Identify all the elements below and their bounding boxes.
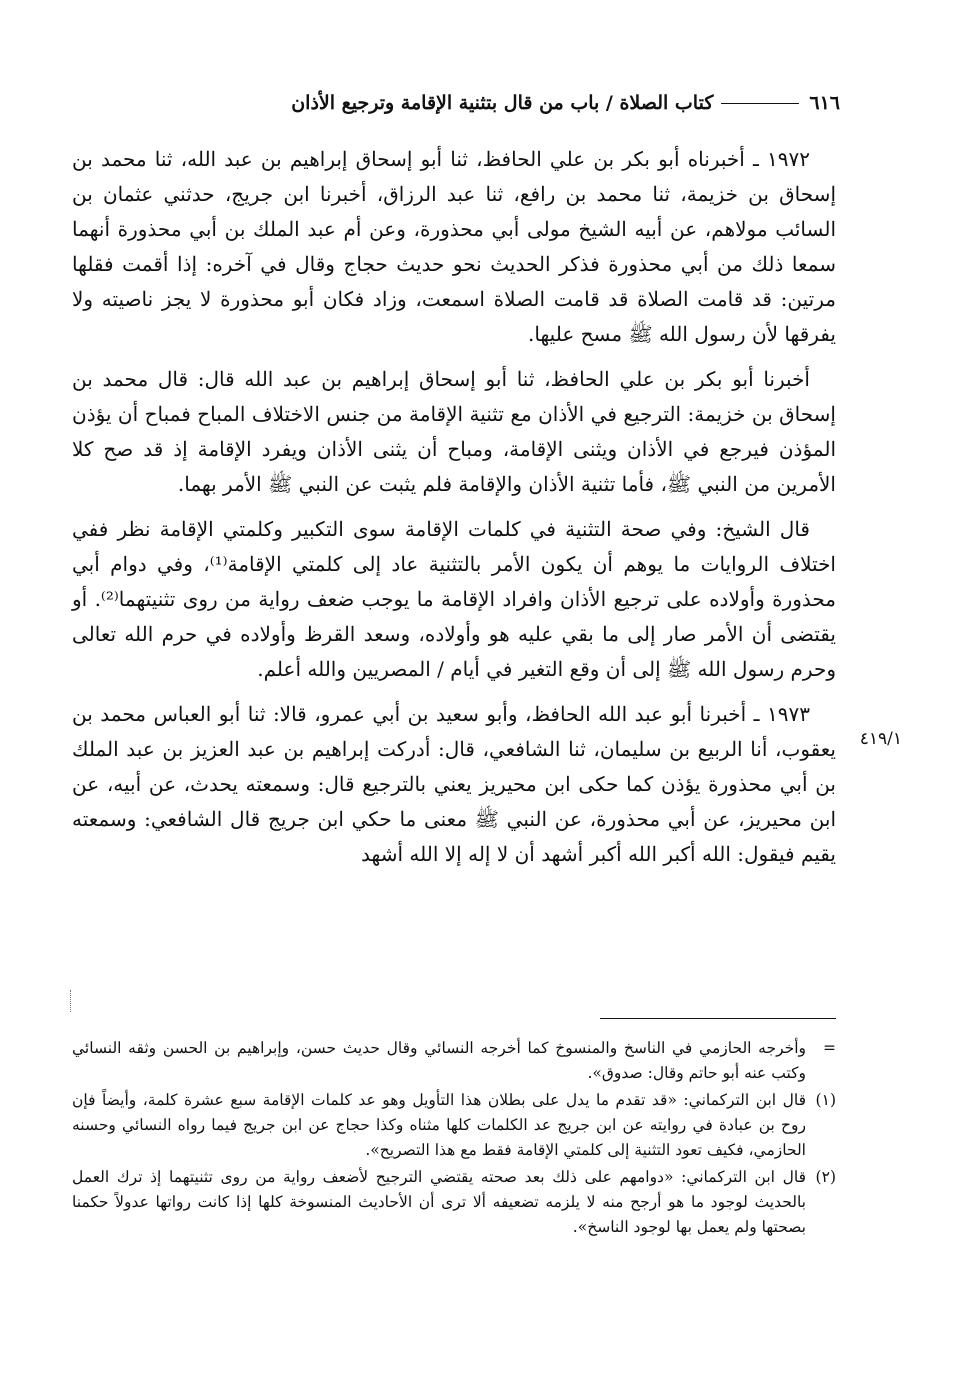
header-title: كتاب الصلاة / باب من قال بتثنية الإقامة وترجيع الأذان [291, 92, 714, 114]
footnote-separator [600, 1018, 836, 1019]
footnote-marker: (١) [815, 1091, 836, 1109]
margin-tick-mark [70, 990, 74, 1012]
footnote-text: قال ابن التركماني: «قد تقدم ما يدل على بطلان هذا التأويل وهو عد كلمات الإقامة سبع عشرة كلمة، وأيضاً فإن روح بن عبادة في روايته عن ابن جريج عد الكلمات كلها مثناه وكذا حجاج عن ابن جريج فيما رواه النسائي وحسنه الحازمي، فكيف تعود التثنية إلى كلمتي الإقامة فقط مع هذا التصريح». [72, 1091, 806, 1159]
footnote-2 [72, 1165, 836, 1240]
footnote-marker: = [823, 1039, 836, 1057]
volume-page-margin-note: ٤١٩/١ [859, 729, 902, 749]
main-text [72, 142, 836, 882]
hadith-1973-paragraph: ١٩٧٣ ـ أخبرنا أبو عبد الله الحافظ، وأبو سعيد بن أبي عمرو، قالا: ثنا أبو العباس محمد بن يعقوب، أنا الربيع بن سليمان، ثنا الشافعي، قال: أدركت إبراهيم بن عبد العزيز بن عبد الملك بن أبي محذورة يؤذن كما حكى ابن محيريز يعني بالترجيع قال: وسمعته يحدث، عن أبيه، عن ابن محيريز، عن أبي محذورة، عن النبي ﷺ معنى ما حكي ابن جريج قال الشافعي: وسمعته يقيم فيقول: الله أكبر الله أكبر أشهد أن لا إله إلا الله أشهد [72, 702, 837, 866]
footnotes [72, 1036, 836, 1242]
ibn-khuzaymah-paragraph: أخبرنا أبو بكر بن علي الحافظ، ثنا أبو إسحاق إبراهيم بن عبد الله قال: قال محمد بن إسحاق بن خزيمة: الترجيع في الأذان مع تثنية الإقامة من جنس الاختلاف المباح فمباح أن يؤذن المؤذن فيرجع في الأذان ويثنى الإقامة، ومباح أن يثنى الأذان ويفرد الإقامة إذ قد صح كلا الأمرين من النبي ﷺ، فأما تثنية الأذان والإقامة فلم يثبت عن النبي ﷺ الأمر بهما. [72, 367, 836, 496]
footnote-1 [72, 1088, 836, 1163]
footnote-text: قال ابن التركماني: «دوامهم على ذلك بعد صحته يقتضي الترجيح لأضعف رواية من روى تثنيتهما إذ ترك العمل بالحديث لوجود ما هو أرجح منه لا يلزمه تضعيفه ألا ترى أن الأحاديث المنسوخة كلها إذا كانت رواتها عدولاً حكمنا بصحتها ولم يعمل بها لوجود الناسخ». [72, 1168, 806, 1236]
running-header [64, 86, 840, 120]
footnote-text: وأخرجه الحازمي في الناسخ والمنسوخ كما أخرجه النسائي وقال حديث حسن، وإبراهيم بن الحسن وثقه النسائي وكتب عنه أبو حاتم وقال: صدوق». [72, 1039, 806, 1082]
hadith-1972-paragraph: ١٩٧٢ ـ أخبرناه أبو بكر بن علي الحافظ، ثنا أبو إسحاق إبراهيم بن عبد الله، ثنا محمد بن إسحاق بن خزيمة، ثنا محمد بن رافع، ثنا عبد الرزاق، أخبرنا ابن جريج، حدثني عثمان بن السائب مولاهم، عن أبيه الشيخ مولى أبي محذورة، وعن أم عبد الملك بن أبي محذورة أنهما سمعا ذلك من أبي محذورة فذكر الحديث نحو حديث حجاج وقال في آخره: إذا أقمت فقلها مرتين: قد قامت الصلاة قد قامت الصلاة اسمعت، وزاد فكان أبو محذورة لا يجز ناصيته ولا يفرقها لأن رسول الله ﷺ مسح عليها. [72, 147, 836, 346]
page-number: ٦١٦ [809, 92, 840, 114]
sheikh-comment-paragraph: قال الشيخ: وفي صحة التثنية في كلمات الإقامة سوى التكبير وكلمتي الإقامة نظر ففي اختلاف الروايات ما يوهم أن يكون الأمر بالتثنية عاد إلى كلمتي الإقامة⁽¹⁾، وفي دوام أبي محذورة وأولاده على ترجيع الأذان وافراد الإقامة ما يوجب ضعف رواية من روى تثنيتهما⁽²⁾. أو يقتضى أن الأمر صار إلى ما بقي عليه هو وأولاده، وسعد القرظ وأولاده في حرم الله تعالى وحرم رسول الله ﷺ إلى أن وقع التغير في أيام / المصريين والله أعلم. [72, 517, 837, 681]
footnote-continuation [72, 1036, 836, 1086]
footnote-marker: (٢) [815, 1168, 836, 1186]
header-rule [721, 103, 799, 104]
